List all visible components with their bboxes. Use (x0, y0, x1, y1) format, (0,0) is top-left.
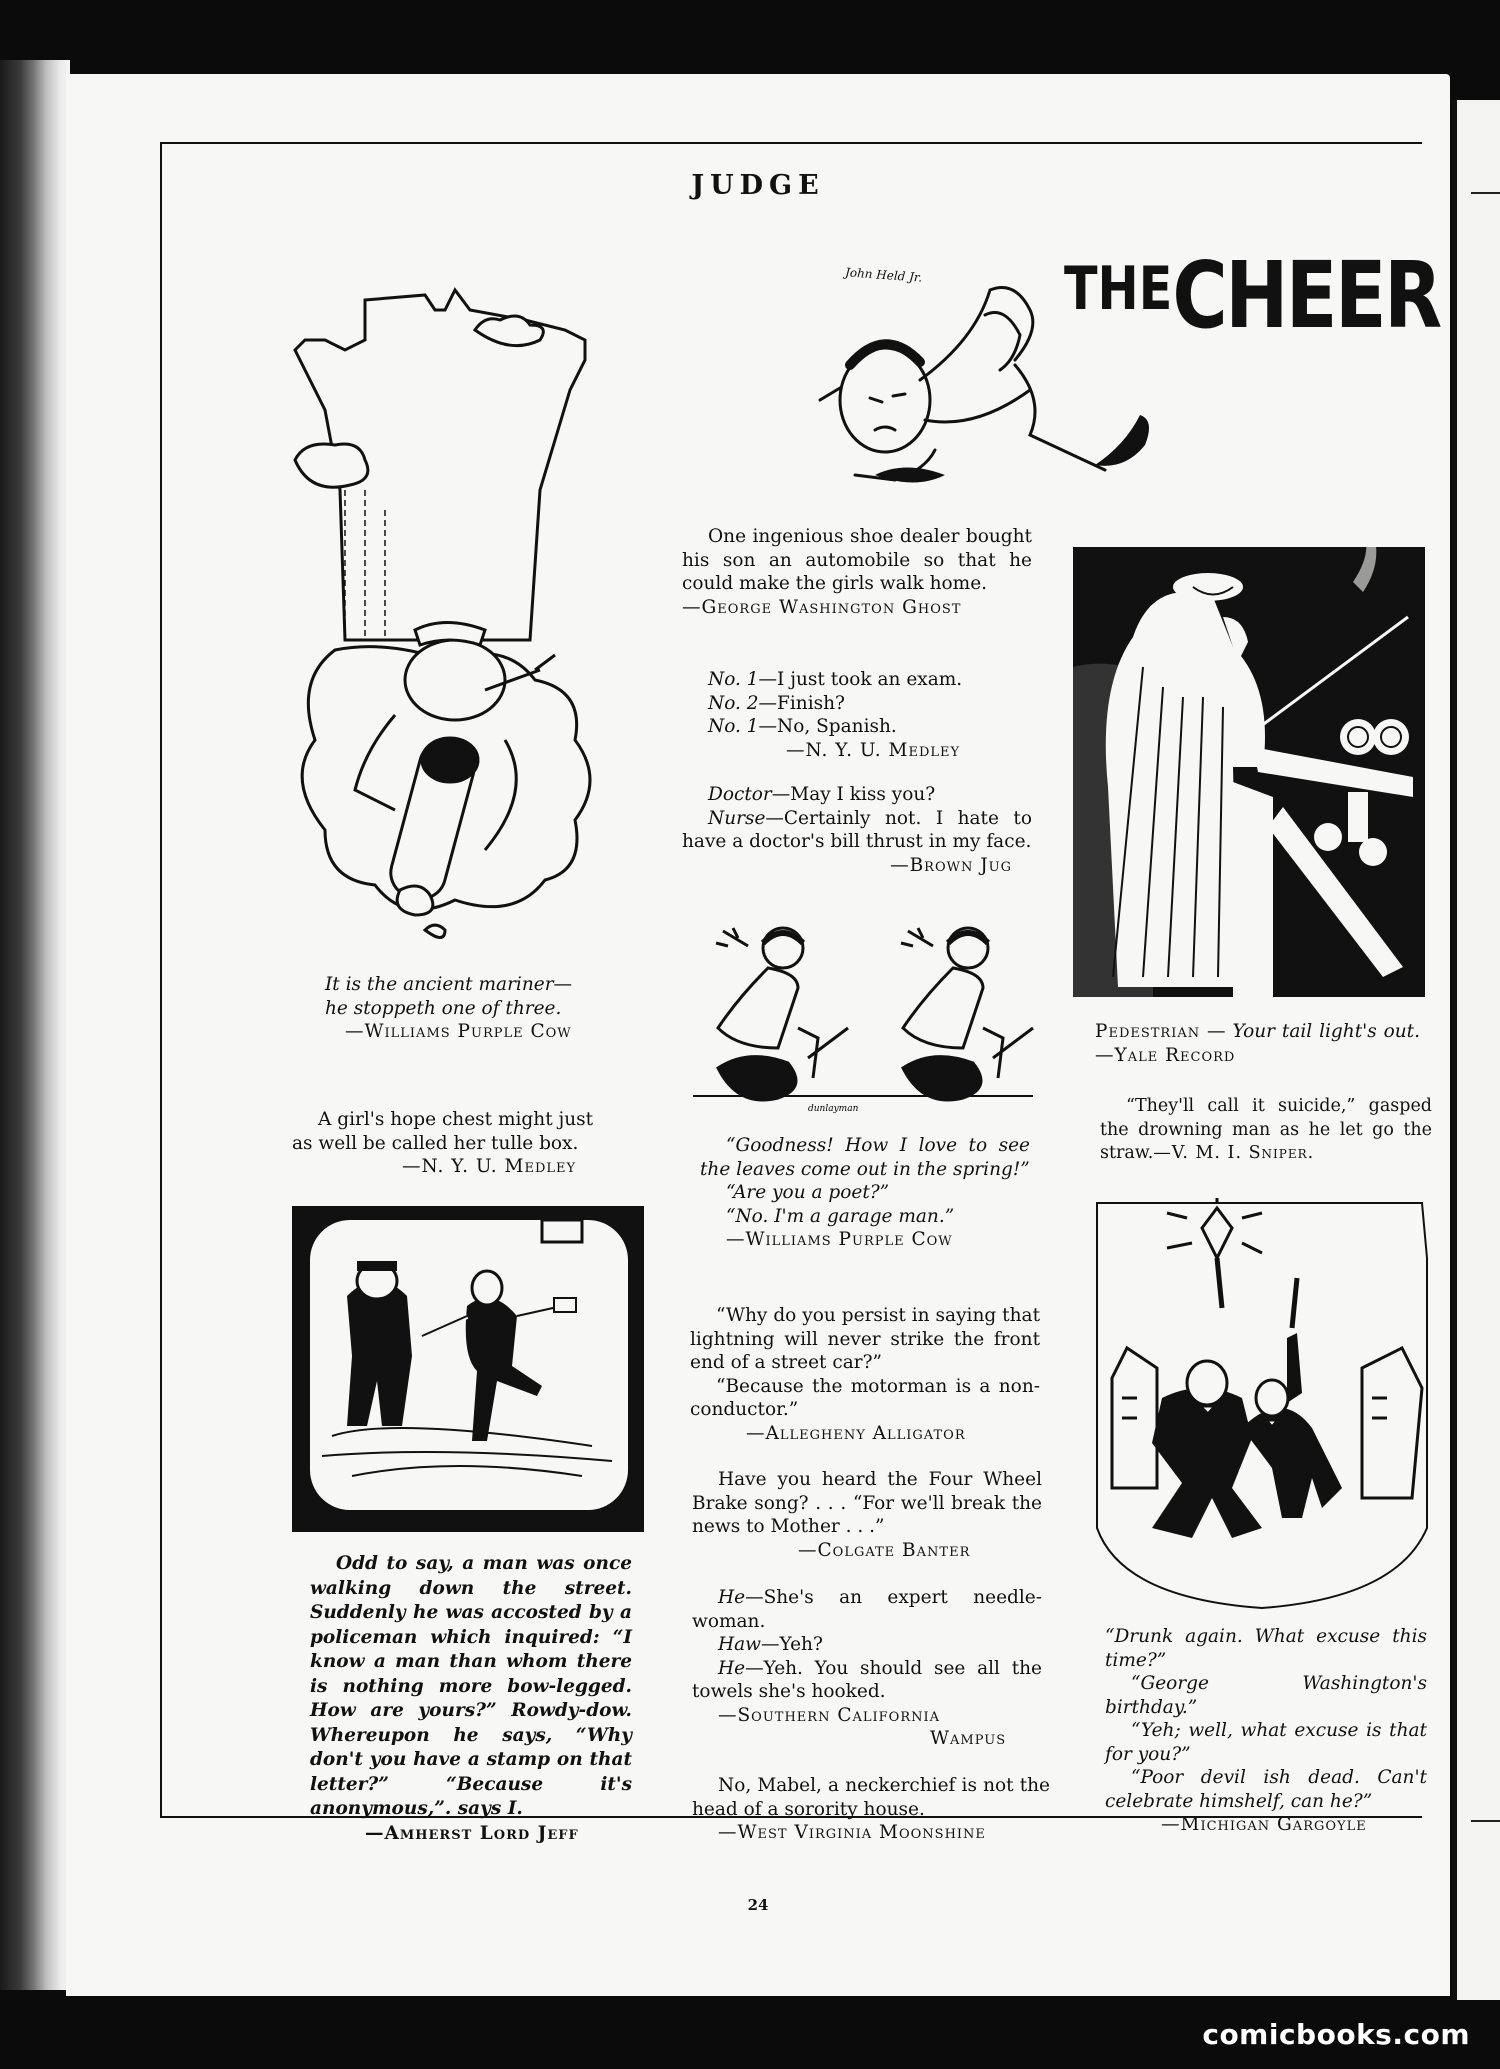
drunk-joke (1105, 1625, 1427, 1837)
goodness-line-3: “No. I'm a garage man.” (726, 1205, 955, 1227)
needle-source-1: —Southern California (718, 1704, 941, 1726)
hope-source: —N. Y. U. Medley (402, 1156, 577, 1177)
drunk-line-3: “Yeh; well, what excuse is that for you?” (1105, 1720, 1427, 1765)
suicide-source: —V. M. I. Sniper. (1153, 1143, 1315, 1163)
brake-source: —Colgate Banter (798, 1539, 971, 1561)
exam-speaker-1: No. 1 (708, 669, 759, 690)
hope-line-1: A girl's hope chest might just (318, 1109, 594, 1130)
doctor-source: —Brown Jug (890, 854, 1012, 876)
needle-source-2: Wampus (930, 1728, 1007, 1749)
drunk-line-2: “George Washington's birthday.” (1105, 1673, 1427, 1718)
suicide-text: “They'll call it suicide,” gasped the drowning man as he let go the straw.—V. M. I. Sniper. (1100, 1096, 1432, 1163)
hope-line-2: as well be called her tulle box. (292, 1132, 579, 1154)
lightning-source: —Allegheny Alligator (746, 1422, 966, 1444)
mariner-source: —Williams Purple Cow (345, 1021, 572, 1042)
mabel-text: No, Mabel, a neckerchief is not the head of a sorority house. (692, 1775, 1050, 1820)
needle-speaker-2: Haw (718, 1634, 761, 1655)
mabel-source: —West Virginia Moonshine (718, 1822, 986, 1843)
drunk-cartoon-illustration (1092, 1198, 1432, 1618)
watermark: comicbooks.com (1202, 2018, 1470, 2051)
brake-song-joke (692, 1468, 1042, 1562)
mariner-line-1: It is the ancient mariner— (325, 974, 573, 995)
exam-line-1: —I just took an exam. (758, 669, 963, 690)
drunk-line-1: “Drunk again. What excuse this time?” (1105, 1626, 1427, 1671)
doctor-speaker-2: Nurse (708, 807, 766, 829)
odd-to-say-joke (310, 1552, 632, 1846)
exam-speaker-2: No. 2 (708, 692, 759, 714)
hope-chest-joke (292, 1108, 642, 1179)
needle-speaker-3: He (718, 1657, 746, 1679)
exam-line-2: —Finish? (758, 692, 845, 714)
shoe-source: —George Washington Ghost (682, 596, 962, 618)
doctor-speaker-1: Doctor (708, 784, 772, 805)
needlewoman-joke (692, 1586, 1042, 1751)
doctor-joke (682, 783, 1032, 877)
goodness-line-1: “Goodness! How I love to see the leaves come out in the spring!” (700, 1135, 1030, 1180)
brake-text: Have you heard the Four Wheel Brake song? . . . “For we'll break the news to Mother . . .” (692, 1469, 1042, 1537)
needle-line-3: —Yeh. You should see all the towels she's hooked. (692, 1657, 1042, 1702)
odd-text: Odd to say, a man was once walking down the street. Suddenly he was accosted by a policeman which inquired: “I know a man than whom there is nothing more bow-legged. How are yours?” Rowdy-dow. Whereupon he says, “Why don't you have a stamp on that letter?” “Because it's anonymous,”. says I. (310, 1553, 632, 1819)
suicide-joke (1100, 1095, 1432, 1166)
needle-speaker-1: He (718, 1587, 746, 1608)
shoe-dealer-joke (682, 525, 1032, 619)
exam-line-3: —No, Spanish. (758, 716, 897, 737)
goodness-joke (700, 1134, 1030, 1252)
pedestrian-line: Your tail light's out. (1232, 1021, 1420, 1042)
lightning-line-1: “Why do you persist in saying that lightning will never strike the front end of a street car?” (690, 1305, 1040, 1373)
cheer-title-main: CHEER (1172, 242, 1440, 349)
pedestrian-speaker: Pedestrian (1095, 1021, 1201, 1042)
doctor-line-1: —May I kiss you? (771, 784, 936, 805)
goodness-source: —Williams Purple Cow (726, 1229, 953, 1250)
mariner-caption (325, 973, 655, 1044)
needle-line-2: —Yeh? (761, 1634, 823, 1655)
pedestrian-joke (1095, 1020, 1420, 1067)
pedestrian-cartoon-illustration (1073, 547, 1425, 997)
lightning-joke (690, 1304, 1040, 1445)
policeman-cartoon-illustration (292, 1206, 644, 1532)
book-spine (0, 60, 70, 1990)
exam-joke (682, 668, 1032, 762)
cheer-title-the: THE (1064, 254, 1173, 324)
pedestrian-source: —Yale Record (1095, 1044, 1236, 1066)
cheer-title (1064, 242, 1440, 349)
mabel-joke (692, 1774, 1050, 1845)
exam-source: —N. Y. U. Medley (786, 739, 961, 761)
garage-art-signature: dunlayman (808, 1104, 859, 1114)
artist-credit: John Held Jr. (844, 265, 923, 285)
goodness-line-2: “Are you a poet?” (726, 1182, 890, 1203)
lightning-line-2: “Because the motorman is a non-conductor.” (690, 1375, 1040, 1420)
drunk-line-4: “Poor devil ish dead. Can't celebrate himshelf, can he?” (1105, 1767, 1427, 1812)
running-head: JUDGE (691, 170, 825, 201)
mariner-line-2: he stoppeth one of three. (325, 997, 562, 1019)
doctor-line-2: —Certainly not. I hate to have a doctor's bill thrust in my face. (682, 807, 1032, 852)
garage-man-cartoon-illustration (688, 918, 1038, 1118)
shoe-text: One ingenious shoe dealer bought his son an automobile so that he could make the girls walk home. (682, 526, 1032, 594)
page-number: 24 (747, 1896, 769, 1914)
facing-page-edge (1452, 100, 1500, 2000)
drunk-source: —Michigan Gargoyle (1161, 1814, 1367, 1835)
pedestrian-dash: — (1200, 1021, 1233, 1042)
odd-source: —Amherst Lord Jeff (365, 1822, 579, 1844)
needle-line-1: —She's an expert needle-woman. (692, 1587, 1042, 1632)
mariner-cartoon-illustration (285, 270, 645, 960)
exam-speaker-3: No. 1 (708, 716, 759, 737)
